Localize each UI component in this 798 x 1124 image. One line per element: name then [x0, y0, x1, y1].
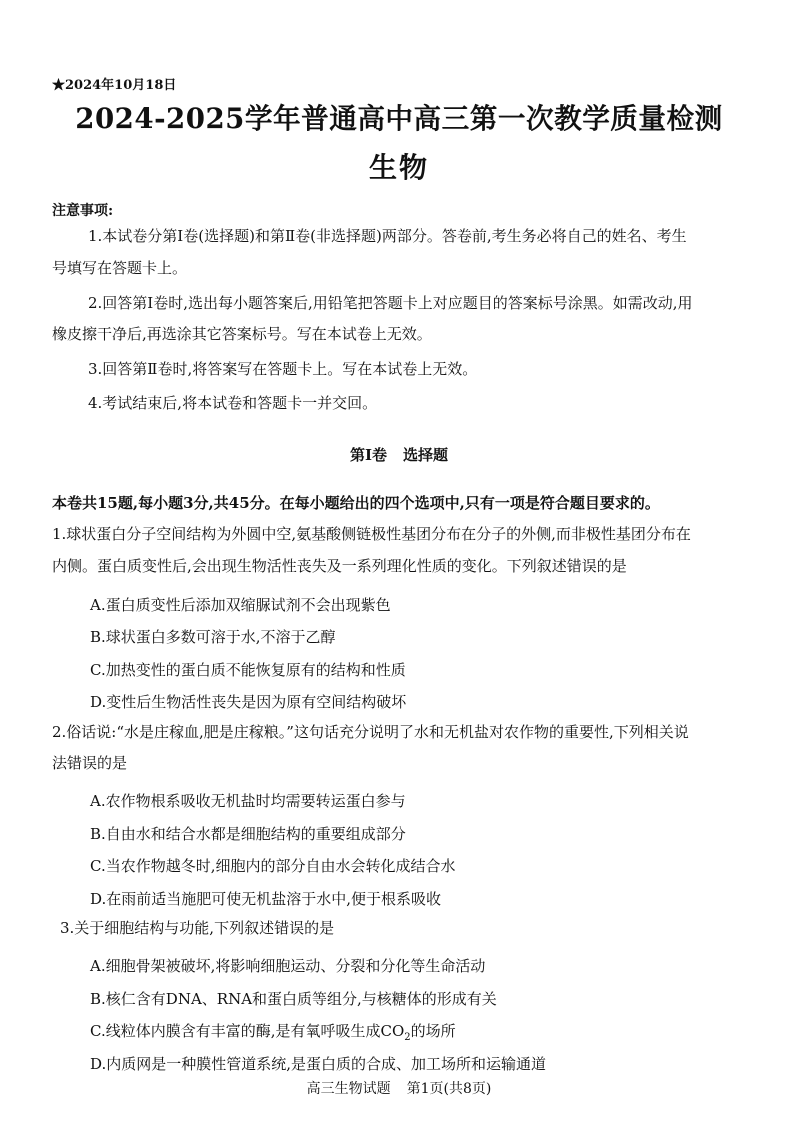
exam-date: ★2024年10月18日	[52, 78, 177, 93]
notice-item-2-line-1: 2.回答第Ⅰ卷时,选出每小题答案后,用铅笔把答题卡上对应题目的答案标号涂黑。如需改动,用	[88, 294, 693, 312]
exam-title: 2024-2025学年普通高中高三第一次教学质量检测	[75, 102, 723, 135]
question-1-stem-line-1: 1.球状蛋白分子空间结构为外圆中空,氨基酸侧链极性基团分布在分子的外侧,而非极性基团分布在	[52, 525, 691, 543]
notice-item-2-line-2: 橡皮擦干净后,再选涂其它答案标号。写在本试卷上无效。	[52, 325, 432, 343]
question-3-option-b: B.核仁含有DNA、RNA和蛋白质等组分,与核糖体的形成有关	[90, 990, 497, 1008]
subject-title: 生物	[368, 151, 429, 184]
section-name: 选择题	[403, 446, 449, 464]
question-2-stem-line-1: 2.俗话说:“水是庄稼血,肥是庄稼粮。”这句话充分说明了水和无机盐对农作物的重要性,下列相关说	[52, 723, 689, 741]
question-3-option-c-tail: 的场所	[410, 1022, 456, 1040]
question-3-option-c-text: C.线粒体内膜含有丰富的酶,是有氧呼吸生成CO	[90, 1022, 405, 1040]
question-2-option-a: A.农作物根系吸收无机盐时均需要转运蛋白参与	[90, 792, 406, 810]
co2-subscript: 2	[404, 1032, 411, 1043]
section-instructions: 本卷共15题,每小题3分,共45分。在每小题给出的四个选项中,只有一项是符合题目要求的。	[52, 494, 660, 512]
question-2-stem-line-2: 法错误的是	[52, 754, 128, 772]
footer-page-number: 第1页(共8页)	[406, 1081, 492, 1097]
question-1-option-c: C.加热变性的蛋白质不能恢复原有的结构和性质	[90, 661, 406, 679]
question-2-option-c: C.当农作物越冬时,细胞内的部分自由水会转化成结合水	[90, 857, 456, 875]
notice-heading: 注意事项:	[52, 203, 114, 219]
question-1-stem-line-2: 内侧。蛋白质变性后,会出现生物活性丧失及一系列理化性质的变化。下列叙述错误的是	[52, 557, 627, 575]
question-3-option-c	[90, 1020, 456, 1043]
section-heading	[0, 444, 798, 465]
question-1-option-d: D.变性后生物活性丧失是因为原有空间结构破坏	[90, 693, 407, 711]
question-1-option-b: B.球状蛋白多数可溶于水,不溶于乙醇	[90, 628, 336, 646]
section-part: 第Ⅰ卷	[349, 446, 387, 464]
notice-item-1-line-2: 号填写在答题卡上。	[52, 259, 188, 277]
question-3-option-d: D.内质网是一种膜性管道系统,是蛋白质的合成、加工场所和运输通道	[90, 1055, 547, 1073]
notice-item-1-line-1: 1.本试卷分第Ⅰ卷(选择题)和第Ⅱ卷(非选择题)两部分。答卷前,考生务必将自己的姓名、考生	[88, 227, 687, 245]
question-1-option-a: A.蛋白质变性后添加双缩脲试剂不会出现紫色	[90, 596, 391, 614]
question-2-option-b: B.自由水和结合水都是细胞结构的重要组成部分	[90, 825, 406, 843]
notice-item-4: 4.考试结束后,将本试卷和答题卡一并交回。	[88, 394, 378, 412]
footer-exam-name: 高三生物试题	[306, 1081, 391, 1097]
question-3-stem: 3.关于细胞结构与功能,下列叙述错误的是	[60, 919, 335, 937]
notice-item-3: 3.回答第Ⅱ卷时,将答案写在答题卡上。写在本试卷上无效。	[88, 360, 478, 378]
question-2-option-d: D.在雨前适当施肥可使无机盐溶于水中,便于根系吸收	[90, 890, 442, 908]
page-footer	[0, 1078, 798, 1098]
question-3-option-a: A.细胞骨架被破坏,将影响细胞运动、分裂和分化等生命活动	[90, 957, 486, 975]
